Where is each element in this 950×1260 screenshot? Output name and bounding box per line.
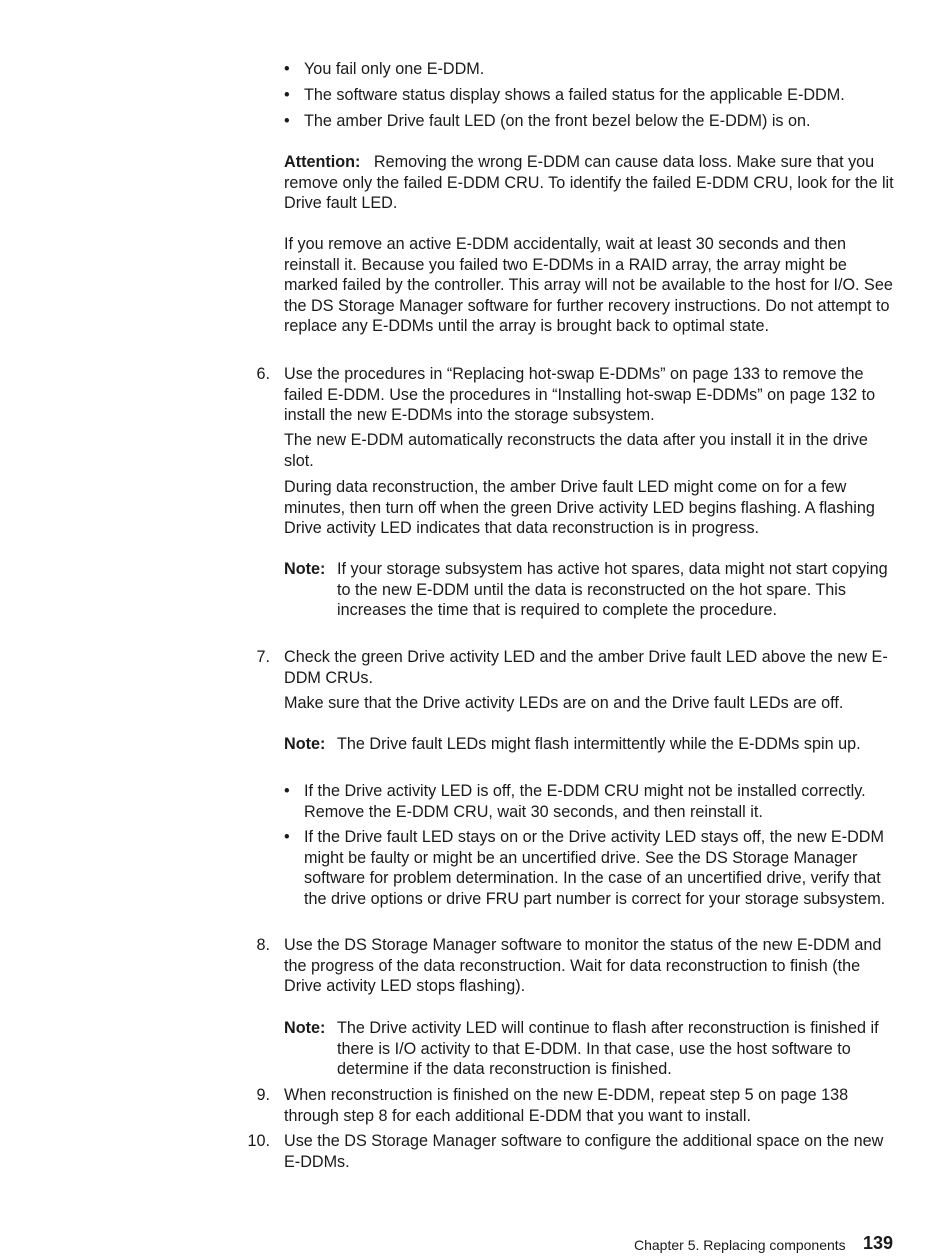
step-text: Check the green Drive activity LED and the amber Drive fault LED above the new E-DDM CRUs.: [284, 648, 888, 687]
attention-paragraph: [284, 152, 898, 214]
step-number: 8.: [256, 936, 270, 954]
bullet-dot: •: [284, 112, 290, 130]
note-label: Note:: [284, 560, 326, 578]
note-text: The Drive activity LED will continue to flash after reconstruction is finished if there is I/O activity to that E-DDM. In that case, use the host software to determine if the data reconstruction is finished.: [337, 1019, 879, 1079]
step-text: Use the DS Storage Manager software to configure the additional space on the new E-DDMs.: [284, 1132, 884, 1171]
note-label: Note:: [284, 1019, 326, 1037]
step-text: Use the procedures in “Replacing hot-swap E-DDMs” on page 133 to remove the failed E-DDM. Use the procedures in “Installing hot-swap E-DDMs” on page 132 to install the new E-DDMs into the storage subsystem.: [284, 365, 876, 425]
attention-paragraph-2: If you remove an active E-DDM accidentally, wait at least 30 seconds and then reinstall it. Because you failed two E-DDMs in a RAID array, the array might be marked failed by the controller. This array will not be available to the host for I/O. See the DS Storage Manager software for further recovery instructions. Do not attempt to replace any E-DDMs until the array is brought back to optimal state.: [284, 235, 893, 336]
bullet-text: If the Drive activity LED is off, the E-DDM CRU might not be installed correctly. Remove the E-DDM CRU, wait 30 seconds, and then reinstall it.: [304, 782, 866, 821]
step-6-paragraph-1: The new E-DDM automatically reconstructs the data after you install it in the drive slot.: [284, 431, 868, 470]
step-text: When reconstruction is finished on the new E-DDM, repeat step 5 on page 138 through step 8 for each additional E-DDM that you want to install.: [284, 1086, 849, 1125]
note-text: The Drive fault LEDs might flash intermittently while the E-DDMs spin up.: [337, 735, 861, 753]
note-label: Note:: [284, 735, 326, 753]
step-number: 10.: [247, 1132, 270, 1150]
step-7-paragraph-1: Make sure that the Drive activity LEDs are on and the Drive fault LEDs are off.: [284, 694, 844, 712]
bullet-text: The amber Drive fault LED (on the front bezel below the E-DDM) is on.: [304, 112, 811, 130]
footer-page-number: 139: [863, 1233, 894, 1253]
bullet-dot: •: [284, 86, 290, 104]
footer-chapter-title: Chapter 5. Replacing components: [634, 1237, 846, 1253]
bullet-text: You fail only one E-DDM.: [304, 60, 485, 78]
step-text: Use the DS Storage Manager software to monitor the status of the new E-DDM and the progress of the data reconstruction. Wait for data reconstruction to finish (the Drive activity LED stops flashing).: [284, 936, 882, 996]
note-text: If your storage subsystem has active hot spares, data might not start copying to the new E-DDM until the data is reconstructed on the hot spare. This increases the time that is required to complete the procedure.: [337, 560, 888, 620]
step-number: 7.: [256, 648, 270, 666]
bullet-dot: •: [284, 828, 290, 846]
step-6-paragraph-2: During data reconstruction, the amber Drive fault LED might come on for a few minutes, then turn off when the green Drive activity LED begins flashing. A flashing Drive activity LED indicates that data reconstruction is in progress.: [284, 478, 875, 538]
bullet-dot: •: [284, 60, 290, 78]
step-number: 6.: [256, 365, 270, 383]
attention-label: Attention:: [284, 153, 361, 171]
bullet-text: The software status display shows a failed status for the applicable E-DDM.: [304, 86, 845, 104]
bullet-text: If the Drive fault LED stays on or the Drive activity LED stays off, the new E-DDM might be faulty or might be an uncertified drive. See the DS Storage Manager software for problem determination. In the case of an uncertified drive, verify that the drive options or drive FRU part number is correct for your storage subsystem.: [304, 828, 886, 908]
bullet-dot: •: [284, 782, 290, 800]
attention-text: Removing the wrong E-DDM can cause data loss. Make sure that you remove only the failed E-DDM CRU. To identify the failed E-DDM CRU, look for the lit Drive fault LED.: [284, 153, 894, 213]
step-number: 9.: [256, 1086, 270, 1104]
